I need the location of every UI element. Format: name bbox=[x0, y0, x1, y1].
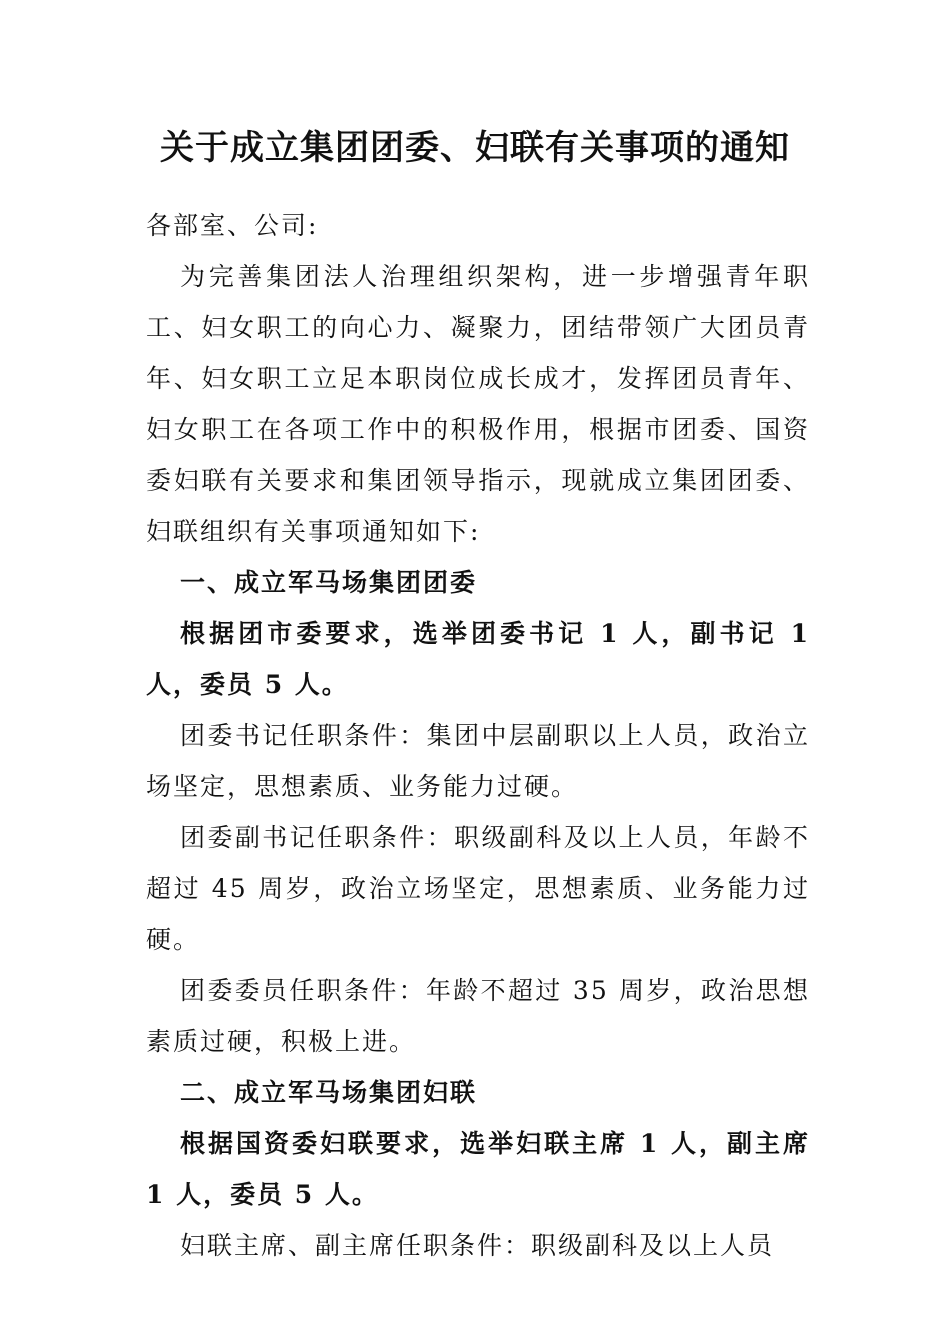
salutation: 各部室、公司: bbox=[146, 211, 319, 240]
document-body bbox=[146, 200, 810, 1271]
document-title: 关于成立集团团委、妇联有关事项的通知 bbox=[160, 128, 790, 168]
intro-paragraph: 为完善集团法人治理组织架构，进一步增强青年职工、妇女职工的向心力、凝聚力，团结带领广大团员青年、妇女职工立足本职岗位成长成才，发挥团员青年、妇女职工在各项工作中的积极作用，根据市团委、国资委妇联有关要求和集团领导指示，现就成立集团团委、妇联组织有关事项通知如下: bbox=[146, 262, 810, 546]
section-2-requirement: 根据国资委妇联要求，选举妇联主席 1 人，副主席 1 人，委员 5 人。 bbox=[146, 1129, 810, 1209]
section-1-secretary-conditions: 团委书记任职条件：集团中层副职以上人员，政治立场坚定，思想素质、业务能力过硬。 bbox=[146, 721, 810, 801]
section-1-requirement: 根据团市委要求，选举团委书记 1 人，副书记 1 人，委员 5 人。 bbox=[146, 619, 810, 699]
section-2-chair-conditions: 妇联主席、副主席任职条件：职级副科及以上人员 bbox=[180, 1231, 775, 1260]
section-1-heading: 一、成立军马场集团团委 bbox=[180, 568, 478, 597]
section-1-member-conditions: 团委委员任职条件：年龄不超过 35 周岁，政治思想素质过硬，积极上进。 bbox=[146, 976, 810, 1056]
section-1-deputy-conditions: 团委副书记任职条件：职级副科及以上人员，年龄不超过 45 周岁，政治立场坚定，思想素质、业务能力过硬。 bbox=[146, 823, 810, 954]
section-2-heading: 二、成立军马场集团妇联 bbox=[180, 1078, 478, 1107]
